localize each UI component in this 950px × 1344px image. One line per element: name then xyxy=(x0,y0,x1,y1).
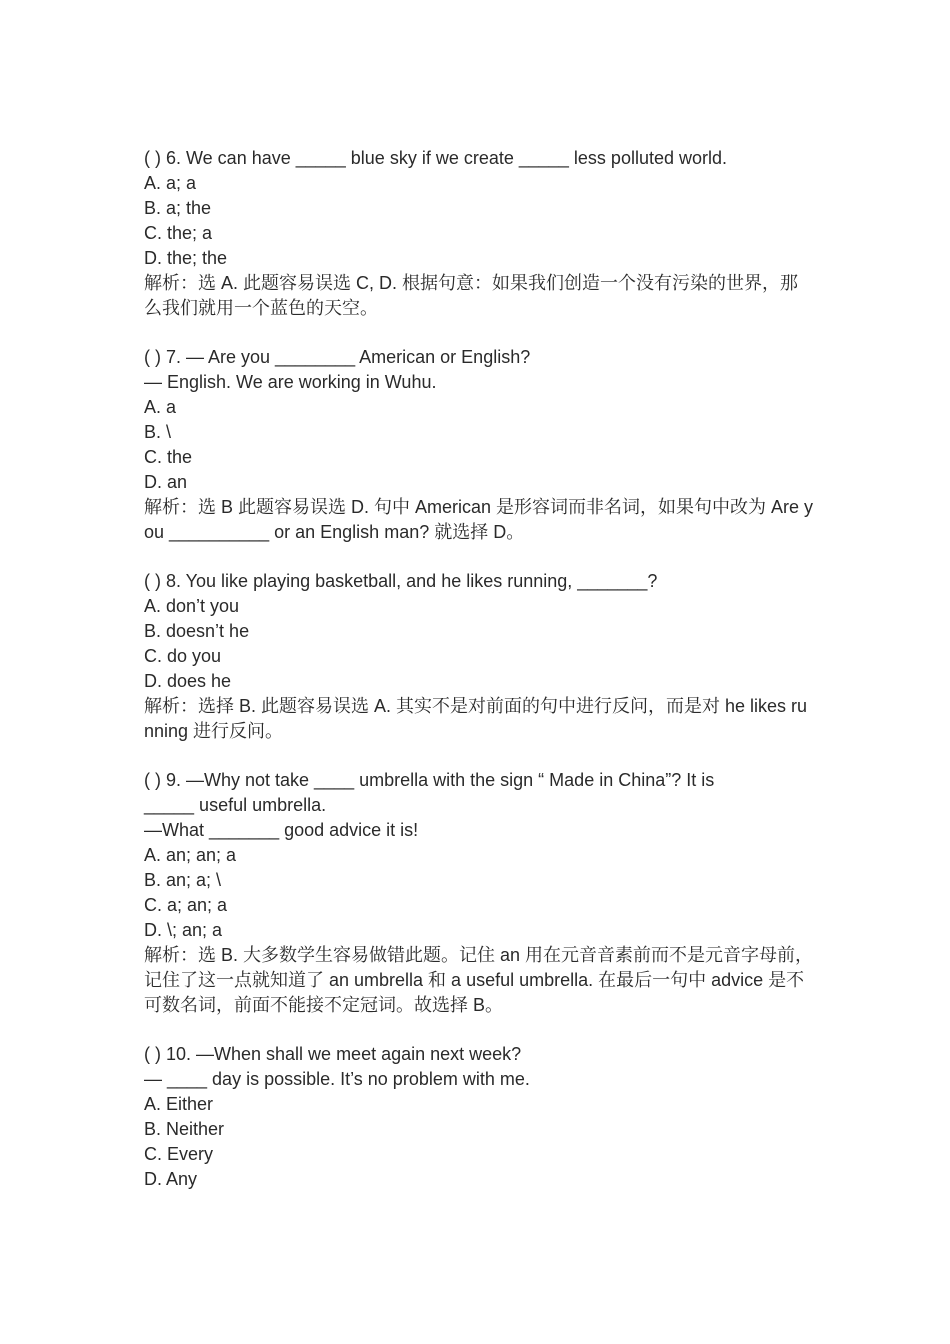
question-stem-continued: _____ useful umbrella. xyxy=(144,795,327,815)
option-a: A. a; a xyxy=(144,173,197,193)
option-b: B. Neither xyxy=(144,1119,225,1139)
option-a: A. Either xyxy=(144,1094,214,1114)
option-a: A. a xyxy=(144,397,177,417)
question-7 xyxy=(144,345,814,545)
option-d: D. does he xyxy=(144,671,232,691)
option-a: A. don’t you xyxy=(144,596,240,616)
document-page xyxy=(144,146,814,1216)
option-c: C. a; an; a xyxy=(144,895,228,915)
question-stem: ( ) 8. You like playing basketball, and he likes running, _______? xyxy=(144,571,658,591)
option-d: D. \; an; a xyxy=(144,920,223,940)
option-b: B. doesn’t he xyxy=(144,621,250,641)
question-stem: ( ) 6. We can have _____ blue sky if we create _____ less polluted world. xyxy=(144,148,727,168)
analysis-text: 解析：选 B 此题容易误选 D. 句中 American 是形容词而非名词，如果句中改为 Are you __________ or an English man? 就选择 D。 xyxy=(144,497,814,542)
question-9 xyxy=(144,768,814,1018)
question-stem-reply: — English. We are working in Wuhu. xyxy=(144,372,437,392)
analysis-text: 解析：选 A. 此题容易误选 C, D. 根据句意：如果我们创造一个没有污染的世界，那么我们就用一个蓝色的天空。 xyxy=(144,273,799,318)
question-10 xyxy=(144,1042,814,1192)
option-d: D. Any xyxy=(144,1169,198,1189)
option-d: D. an xyxy=(144,472,188,492)
question-stem-reply: — ____ day is possible. It’s no problem with me. xyxy=(144,1069,530,1089)
question-6 xyxy=(144,146,814,321)
question-stem: ( ) 7. — Are you ________ American or English? xyxy=(144,347,531,367)
question-stem: ( ) 10. —When shall we meet again next week? xyxy=(144,1044,522,1064)
question-stem-reply: —What _______ good advice it is! xyxy=(144,820,419,840)
option-a: A. an; an; a xyxy=(144,845,237,865)
option-c: C. do you xyxy=(144,646,222,666)
option-d: D. the; the xyxy=(144,248,228,268)
question-8 xyxy=(144,569,814,744)
option-b: B. a; the xyxy=(144,198,212,218)
option-c: C. Every xyxy=(144,1144,214,1164)
option-c: C. the xyxy=(144,447,193,467)
option-b: B. \ xyxy=(144,422,172,442)
analysis-text: 解析：选 B. 大多数学生容易做错此题。记住 an 用在元音音素前而不是元音字母前，记住了这一点就知道了 an umbrella 和 a useful umbrella. 在最后一句中 advice 是不可数名词，前面不能接不定冠词。故选择 B。 xyxy=(144,945,814,1015)
analysis-text: 解析：选择 B. 此题容易误选 A. 其实不是对前面的句中进行反问，而是对 he likes running 进行反问。 xyxy=(144,696,808,741)
question-stem: ( ) 9. —Why not take ____ umbrella with the sign “ Made in China”? It is xyxy=(144,770,715,790)
option-b: B. an; a; \ xyxy=(144,870,222,890)
option-c: C. the; a xyxy=(144,223,213,243)
